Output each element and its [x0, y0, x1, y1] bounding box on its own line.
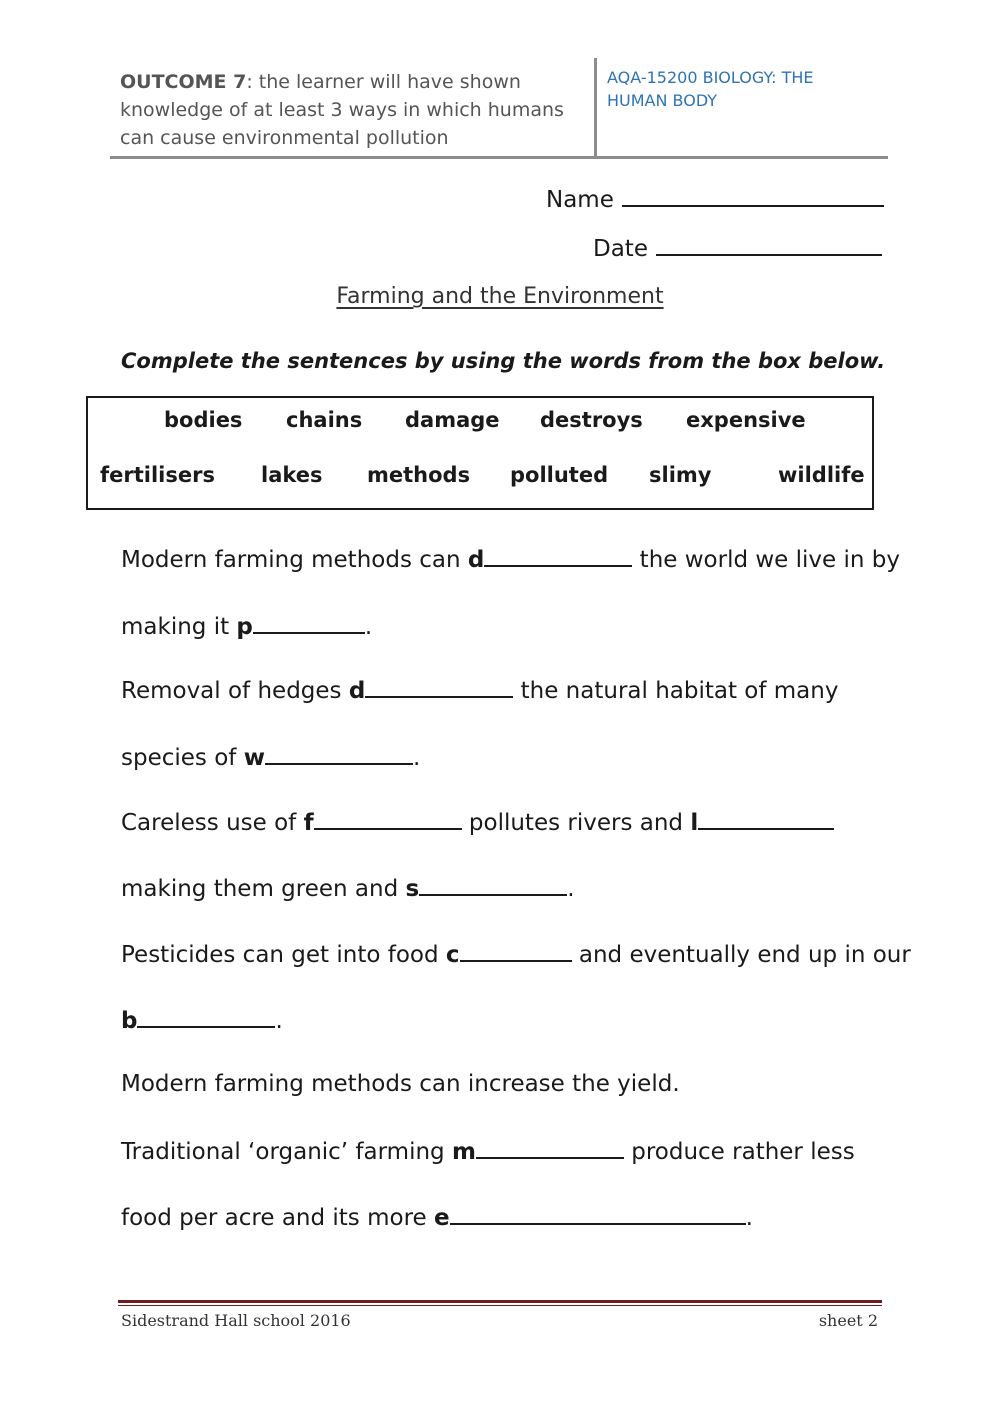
word-chains: chains: [286, 408, 363, 432]
sentence-2b: [121, 743, 420, 771]
blank-letter: s: [405, 876, 420, 902]
date-label: Date: [593, 236, 648, 262]
blank-line[interactable]: [137, 1006, 275, 1028]
sentence-text: .: [745, 1205, 753, 1231]
sentence-text: species of: [121, 745, 244, 771]
blank-line[interactable]: [698, 808, 834, 830]
sentence-text: Careless use of: [121, 810, 304, 836]
word-destroys: destroys: [540, 408, 643, 432]
sentence-6a: [121, 1137, 855, 1165]
outcome-label: OUTCOME 7: [120, 71, 247, 93]
word-bank: [86, 396, 874, 510]
instruction: Complete the sentences by using the words from the box below.: [121, 349, 886, 373]
footer-school: Sidestrand Hall school 2016: [121, 1311, 351, 1330]
blank-letter: c: [445, 942, 460, 968]
blank-line[interactable]: [365, 676, 513, 698]
header: [110, 58, 888, 159]
name-label: Name: [546, 187, 614, 213]
sentence-text: food per acre and its more: [121, 1205, 434, 1231]
blank-line[interactable]: [476, 1137, 624, 1159]
sentence-4b: [121, 1006, 283, 1034]
course-title: AQA-15200 BIOLOGY: THE HUMAN BODY: [607, 68, 814, 110]
sentence-text: .: [567, 876, 575, 902]
word-damage: damage: [405, 408, 500, 432]
blank-line[interactable]: [314, 808, 462, 830]
sentence-3a: [121, 808, 834, 836]
sentence-text: .: [275, 1008, 283, 1034]
sentence-3b: [121, 874, 575, 902]
sentence-4a: [121, 940, 911, 968]
sentence-text: making them green and: [121, 876, 406, 902]
blank-letter: w: [243, 745, 265, 771]
blank-letter: e: [434, 1205, 450, 1231]
sentence-text: Traditional ‘organic’ farming: [121, 1139, 452, 1165]
blank-letter: d: [348, 678, 366, 704]
blank-letter: f: [303, 810, 314, 836]
blank-line[interactable]: [253, 612, 365, 634]
sentence-text: pollutes rivers and: [461, 810, 691, 836]
word-fertilisers: fertilisers: [100, 463, 215, 487]
sentence-text: .: [412, 745, 421, 771]
word-polluted: polluted: [510, 463, 609, 487]
page-title: Farming and the Environment: [336, 284, 664, 309]
sentence-text: .: [364, 614, 373, 640]
blank-letter: d: [467, 547, 485, 573]
blank-line[interactable]: [484, 545, 632, 567]
sentence-text: the world we live in by: [632, 547, 900, 573]
blank-line[interactable]: [450, 1203, 746, 1225]
blank-line[interactable]: [419, 874, 567, 896]
sentence-6b: [121, 1203, 753, 1231]
word-lakes: lakes: [261, 463, 323, 487]
blank-line[interactable]: [460, 940, 572, 962]
footer-sheet: sheet 2: [818, 1311, 878, 1330]
sentence-1a: [121, 545, 900, 573]
blank-letter: p: [236, 614, 253, 640]
sentence-text: making it: [121, 614, 237, 640]
outcome-text: [120, 68, 590, 152]
word-slimy: slimy: [649, 463, 712, 487]
sentence-text: Modern farming methods can: [121, 547, 468, 573]
sentence-text: and eventually end up in our: [571, 942, 911, 968]
sentence-5: Modern farming methods can increase the yield.: [121, 1071, 680, 1097]
sentence-2a: [121, 676, 838, 704]
footer-rule: [118, 1300, 882, 1303]
sentence-text: Pesticides can get into food: [121, 942, 446, 968]
header-divider: [594, 58, 597, 156]
word-methods: methods: [367, 463, 471, 487]
word-expensive: expensive: [686, 408, 806, 432]
name-field[interactable]: [546, 183, 884, 213]
footer-rule: [118, 1305, 882, 1306]
word-bodies: bodies: [164, 408, 243, 432]
word-wildlife: wildlife: [778, 463, 865, 487]
date-field[interactable]: [593, 232, 882, 262]
date-line[interactable]: [656, 232, 882, 256]
outcome-description: : the learner will have shown knowledge of at least 3 ways in which humans can cause environmental pollution: [120, 71, 564, 149]
sentence-text: the natural habitat of many: [513, 678, 839, 704]
blank-letter: l: [690, 810, 699, 836]
name-line[interactable]: [622, 183, 884, 207]
sentence-text: Removal of hedges: [121, 678, 349, 704]
sentence-1b: [121, 612, 372, 640]
blank-letter: b: [121, 1008, 138, 1034]
blank-letter: m: [451, 1139, 476, 1165]
sentence-text: produce rather less: [623, 1139, 855, 1165]
blank-line[interactable]: [265, 743, 413, 765]
